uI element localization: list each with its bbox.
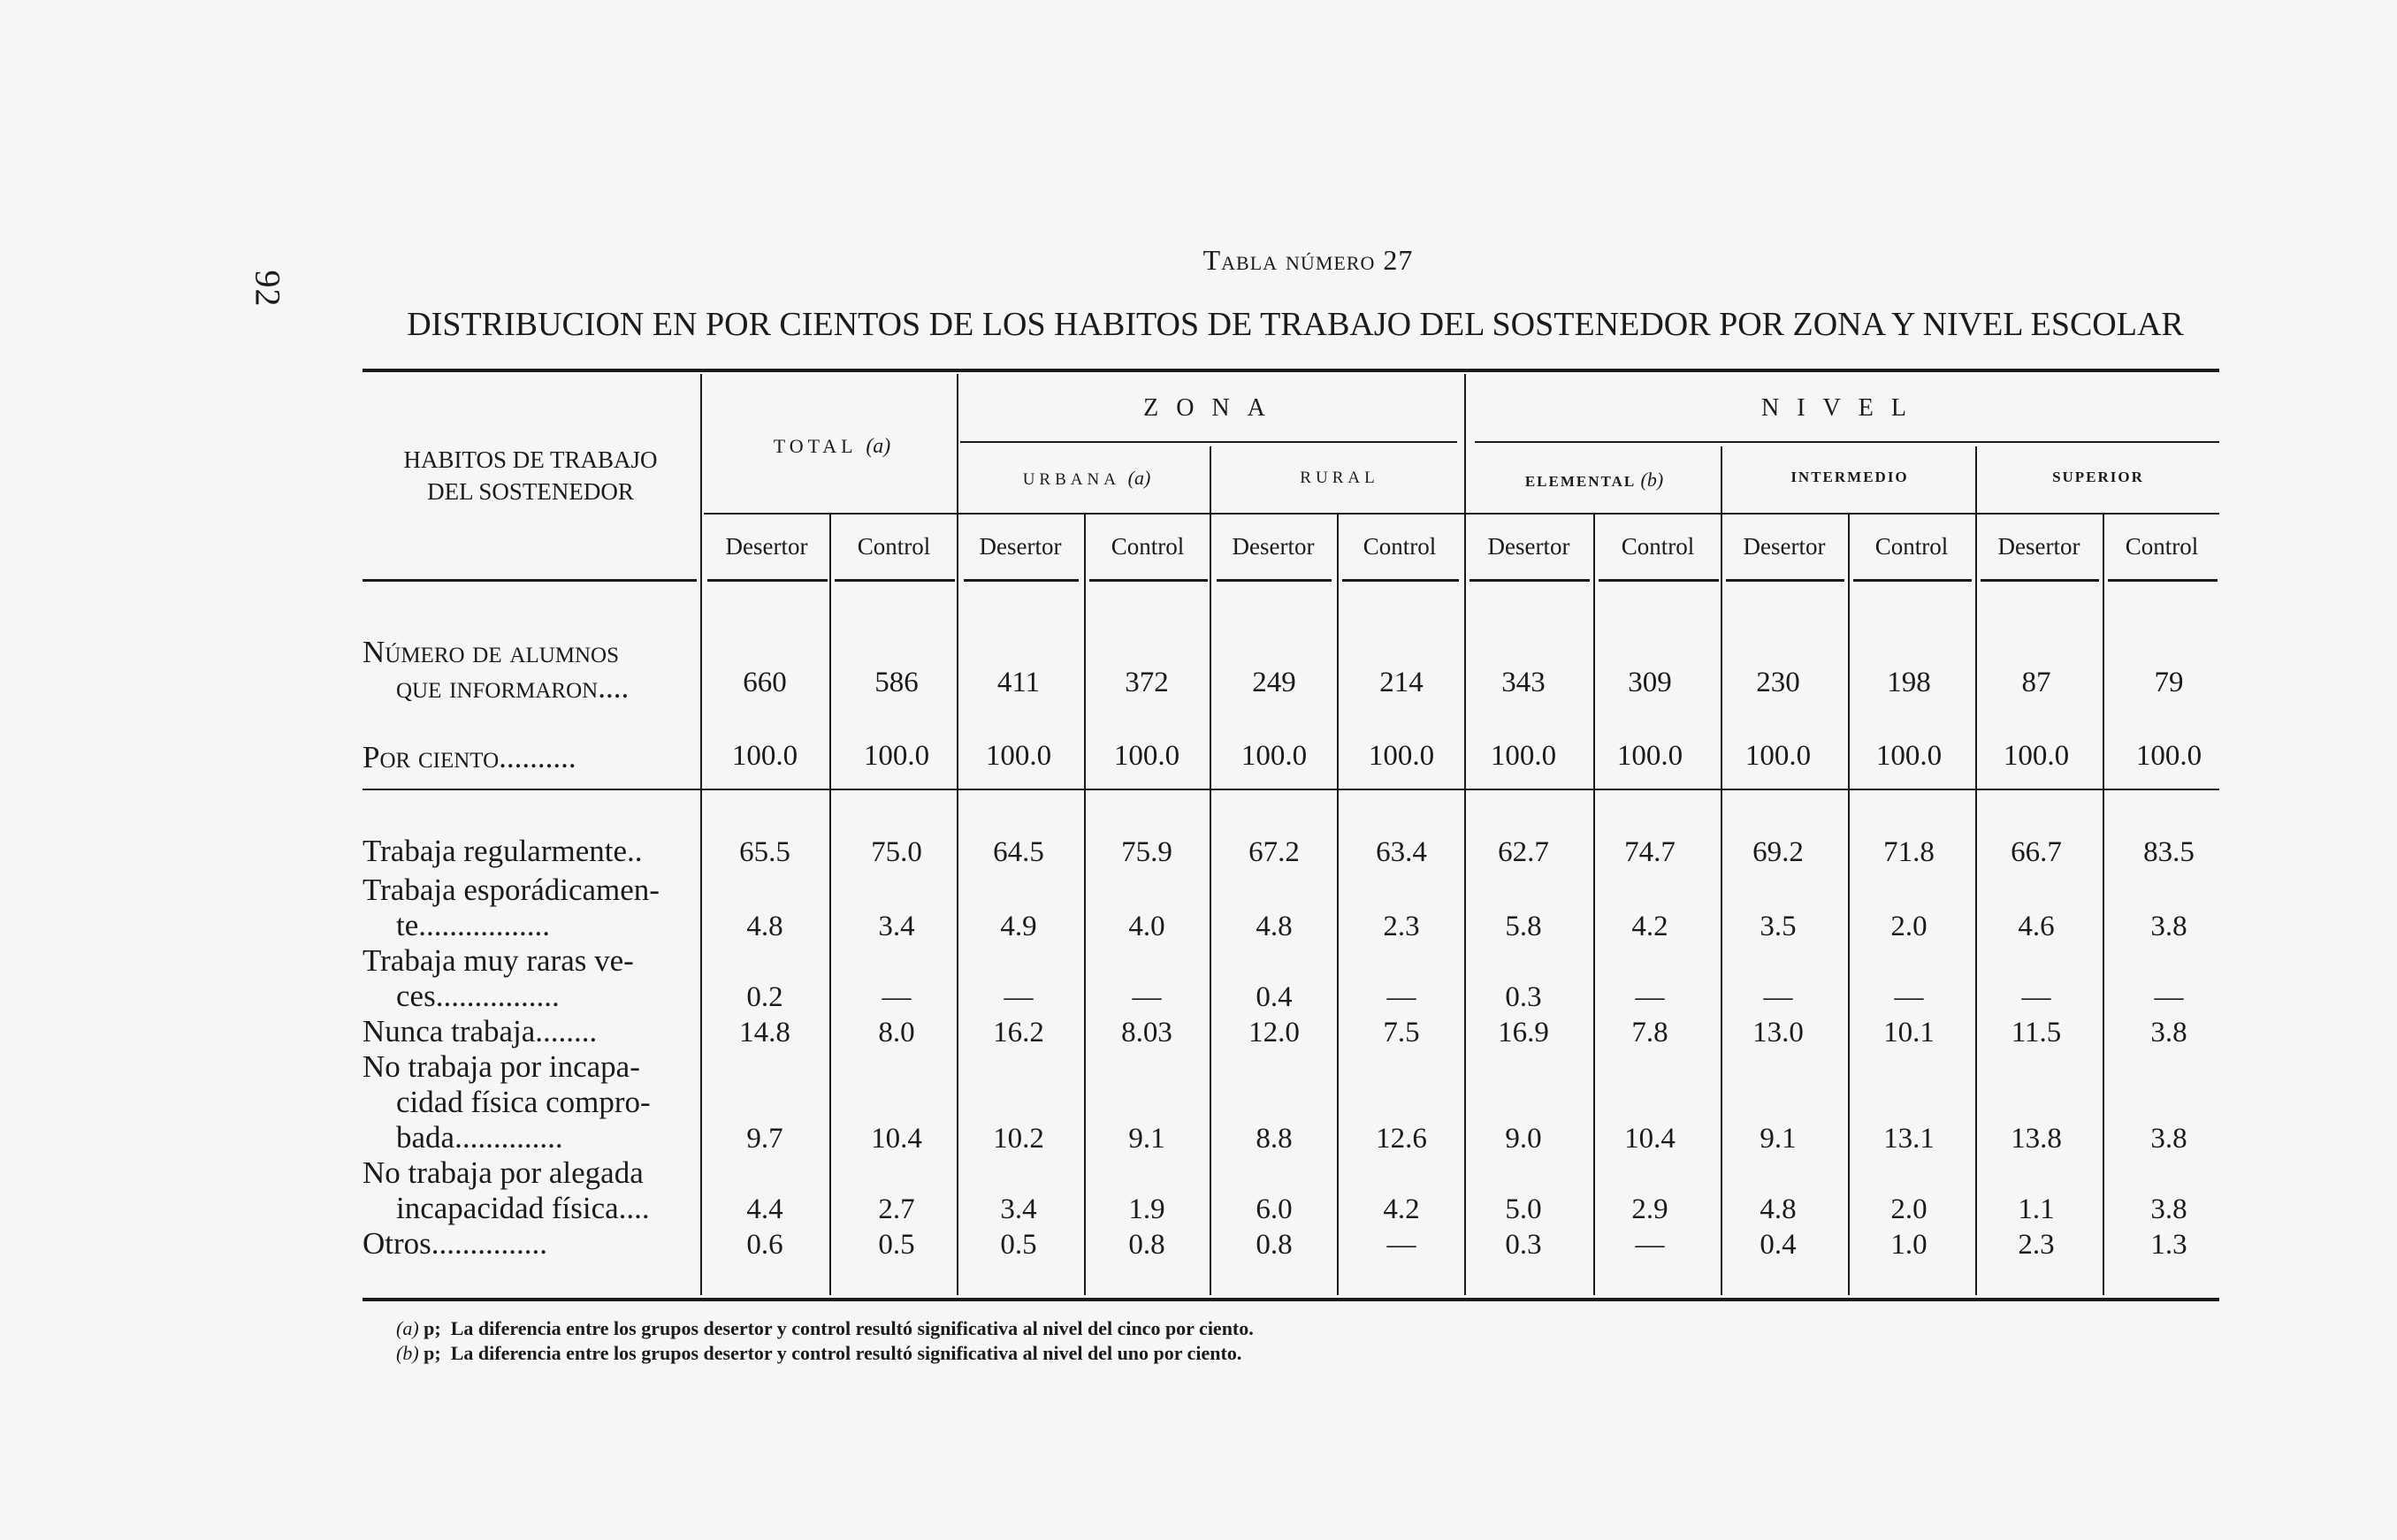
table-cell: 75.9 <box>1121 836 1172 868</box>
row-label: Trabaja regularmente.. <box>363 834 643 868</box>
table-cell: 16.2 <box>993 1017 1044 1048</box>
zona-header: ZONA <box>1143 394 1283 422</box>
column-header-rule <box>1981 579 2099 582</box>
row-label: cidad física compro- <box>396 1085 651 1119</box>
table-cell: 4.2 <box>1383 1193 1420 1225</box>
row-label: ces................ <box>396 979 560 1013</box>
rural-header: RURAL <box>1300 469 1379 487</box>
table-cell: 65.5 <box>739 836 790 868</box>
table-cell: 4.9 <box>1000 911 1037 942</box>
table-cell: 1.3 <box>2150 1229 2187 1261</box>
column-divider <box>700 374 702 1295</box>
table-cell: 66.7 <box>2011 836 2062 868</box>
table-cell: 10.4 <box>871 1123 922 1155</box>
column-divider <box>1593 515 1595 1295</box>
stub-alumnos: Número de alumnos que informaron.... <box>363 635 630 705</box>
table-cell: 13.8 <box>2011 1123 2062 1155</box>
control-col-header: Control <box>1111 533 1185 560</box>
stub-header-rule <box>363 579 697 582</box>
summary-cell: 372 <box>1125 667 1169 698</box>
table-cell: 9.7 <box>746 1123 783 1155</box>
table-cell: 4.6 <box>2018 911 2055 942</box>
column-divider <box>1975 446 1977 1295</box>
intermedio-header: INTERMEDIO <box>1790 469 1909 485</box>
summary-cell: 100.0 <box>2135 740 2202 772</box>
table-cell: 7.8 <box>1631 1017 1668 1048</box>
table-cell: 16.9 <box>1498 1017 1549 1048</box>
zona-underline <box>960 441 1457 443</box>
table-cell: 62.7 <box>1498 836 1549 868</box>
column-header-rule <box>2108 579 2218 582</box>
table-cell: — <box>1635 1229 1665 1261</box>
row-label: incapacidad física.... <box>396 1191 650 1225</box>
control-col-header: Control <box>857 533 931 560</box>
table-cell: 10.1 <box>1883 1017 1935 1048</box>
row-label: te................. <box>396 908 551 942</box>
row-label: Trabaja muy raras ve- <box>363 943 634 978</box>
table-label: Tabla número 27 <box>1202 244 1414 276</box>
column-divider <box>1084 515 1086 1295</box>
stub-por-ciento: Por ciento.......... <box>363 740 576 774</box>
column-divider <box>1464 374 1466 1295</box>
row-label: No trabaja por alegada <box>363 1155 644 1190</box>
desertor-col-header: Desertor <box>725 533 808 560</box>
table-cell: 0.2 <box>746 981 783 1013</box>
urbana-header: URBANA (a) <box>1022 467 1151 489</box>
summary-cell: 249 <box>1252 667 1296 698</box>
table-cell: — <box>1894 981 1924 1013</box>
table-cell: 3.8 <box>2150 1193 2187 1225</box>
summary-cell: 411 <box>996 667 1041 698</box>
table-cell: 6.0 <box>1256 1193 1293 1225</box>
row-label: No trabaja por incapa- <box>363 1049 640 1084</box>
table-cell: 4.8 <box>746 911 783 942</box>
table-cell: 9.1 <box>1760 1123 1797 1155</box>
table-cell: 2.3 <box>1383 911 1420 942</box>
table-cell: 0.5 <box>1000 1229 1037 1261</box>
table-cell: 0.3 <box>1505 1229 1542 1261</box>
elemental-header: ELEMENTAL (b) <box>1524 469 1664 491</box>
table-cell: 14.8 <box>739 1017 790 1048</box>
desertor-col-header: Desertor <box>1232 533 1315 560</box>
table-cell: 8.8 <box>1256 1123 1293 1155</box>
table-cell: 0.8 <box>1128 1229 1165 1261</box>
table-cell: 2.9 <box>1631 1193 1668 1225</box>
control-col-header: Control <box>1621 533 1695 560</box>
column-divider <box>2103 515 2104 1295</box>
summary-cell: 660 <box>743 667 787 698</box>
table-title: DISTRIBUCION EN POR CIENTOS DE LOS HABITOS DE TRABAJO DEL SOSTENEDOR POR ZONA Y NIVEL ESCOLAR <box>407 306 2184 343</box>
top-rule <box>363 369 2219 372</box>
table-cell: 8.03 <box>1121 1017 1172 1048</box>
summary-cell: 100.0 <box>731 740 798 772</box>
table-cell: 3.4 <box>1000 1193 1037 1225</box>
table-cell: — <box>1763 981 1793 1013</box>
table-cell: 0.8 <box>1256 1229 1293 1261</box>
column-header-rule <box>1599 579 1719 582</box>
column-header-rule <box>1217 579 1332 582</box>
column-divider <box>1210 446 1211 1295</box>
column-header-rule <box>1726 579 1844 582</box>
table-cell: 75.0 <box>871 836 922 868</box>
row-label: Trabaja esporádicamen- <box>363 873 660 907</box>
table-cell: — <box>2154 981 2184 1013</box>
bottom-rule <box>363 1298 2219 1301</box>
table-cell: 4.0 <box>1128 911 1165 942</box>
footnote-a: (a) p; La diferencia entre los grupos desertor y control resultó significativa al nivel del cinco por ciento. <box>396 1317 1254 1339</box>
table-cell: 71.8 <box>1883 836 1935 868</box>
column-header-rule <box>1089 579 1208 582</box>
table-cell: 9.1 <box>1128 1123 1165 1155</box>
table-cell: 3.8 <box>2150 1017 2187 1048</box>
column-divider <box>1721 446 1722 1295</box>
column-divider <box>1848 515 1850 1295</box>
summary-cell: 230 <box>1756 667 1800 698</box>
control-col-header: Control <box>1363 533 1437 560</box>
page-number: 92 <box>248 270 288 308</box>
stub-summary-rule <box>363 789 698 790</box>
total-header: TOTAL (a) <box>773 435 891 458</box>
control-col-header: Control <box>2125 533 2199 560</box>
table-cell: 9.0 <box>1505 1123 1542 1155</box>
summary-cell: 100.0 <box>1875 740 1943 772</box>
table-cell: 0.4 <box>1256 981 1293 1013</box>
column-header-rule <box>1342 579 1459 582</box>
superior-header: SUPERIOR <box>2052 469 2144 485</box>
table-cell: 3.4 <box>878 911 915 942</box>
desertor-col-header: Desertor <box>1997 533 2080 560</box>
table-cell: 0.6 <box>746 1229 783 1261</box>
table-cell: 4.2 <box>1631 911 1668 942</box>
summary-cell: 343 <box>1501 667 1546 698</box>
desertor-col-header: Desertor <box>1743 533 1826 560</box>
table-cell: 12.0 <box>1248 1017 1300 1048</box>
table-cell: 13.0 <box>1752 1017 1804 1048</box>
table-cell: 2.0 <box>1890 1193 1928 1225</box>
summary-cell: 100.0 <box>985 740 1052 772</box>
summary-cell: 100.0 <box>863 740 930 772</box>
column-header-rule <box>1853 579 1972 582</box>
table-cell: 69.2 <box>1752 836 1804 868</box>
table-cell: 2.3 <box>2018 1229 2055 1261</box>
subgroup-underline <box>704 513 2219 515</box>
table-cell: 2.7 <box>878 1193 915 1225</box>
table-cell: — <box>1386 1229 1416 1261</box>
table-cell: 0.3 <box>1505 981 1542 1013</box>
nivel-header: NIVEL <box>1761 394 1924 422</box>
table-cell: 74.7 <box>1624 836 1676 868</box>
column-header-rule <box>964 579 1079 582</box>
column-divider <box>957 374 958 1295</box>
table-cell: 12.6 <box>1376 1123 1427 1155</box>
table-cell: 3.8 <box>2150 1123 2187 1155</box>
table-cell: 5.0 <box>1505 1193 1542 1225</box>
table-cell: 7.5 <box>1383 1017 1420 1048</box>
table-cell: 5.8 <box>1505 911 1542 942</box>
row-label: Nunca trabaja........ <box>363 1014 598 1048</box>
table-cell: — <box>1132 981 1162 1013</box>
table-cell: 3.8 <box>2150 911 2187 942</box>
row-label: Otros............... <box>363 1226 548 1261</box>
summary-cell: 79 <box>2154 667 2184 698</box>
table-cell: 10.4 <box>1624 1123 1676 1155</box>
table-cell: 63.4 <box>1376 836 1427 868</box>
table-cell: 4.4 <box>746 1193 783 1225</box>
control-col-header: Control <box>1874 533 1949 560</box>
summary-cell: 100.0 <box>1490 740 1557 772</box>
table-cell: 2.0 <box>1890 911 1928 942</box>
column-header-rule <box>707 579 828 582</box>
table-cell: 1.9 <box>1128 1193 1165 1225</box>
column-divider <box>1337 515 1339 1295</box>
table-cell: 64.5 <box>993 836 1044 868</box>
table-cell: 0.4 <box>1760 1229 1797 1261</box>
table-cell: — <box>1386 981 1416 1013</box>
table-cell: 3.5 <box>1760 911 1797 942</box>
desertor-col-header: Desertor <box>1487 533 1570 560</box>
summary-cell: 100.0 <box>1744 740 1812 772</box>
table-cell: — <box>882 981 912 1013</box>
table-cell: 4.8 <box>1256 911 1293 942</box>
column-divider <box>829 515 831 1295</box>
summary-cell: 100.0 <box>1616 740 1683 772</box>
table-cell: — <box>1635 981 1665 1013</box>
table-cell: — <box>2021 981 2051 1013</box>
table-cell: 0.5 <box>878 1229 915 1261</box>
table-cell: 8.0 <box>878 1017 915 1048</box>
table-cell: 13.1 <box>1883 1123 1935 1155</box>
stub-header: HABITOS DE TRABAJO DEL SOSTENEDOR <box>403 446 658 505</box>
summary-cell: 100.0 <box>2003 740 2070 772</box>
summary-cell: 198 <box>1887 667 1931 698</box>
table-cell: 11.5 <box>2011 1017 2062 1048</box>
summary-cell: 100.0 <box>1368 740 1435 772</box>
summary-cell: 100.0 <box>1113 740 1180 772</box>
table-cell: 4.8 <box>1760 1193 1797 1225</box>
table-cell: — <box>1004 981 1034 1013</box>
table-cell: 83.5 <box>2143 836 2195 868</box>
row-label: bada.............. <box>396 1120 563 1155</box>
summary-cell: 586 <box>874 667 919 698</box>
table-cell: 1.0 <box>1890 1229 1928 1261</box>
summary-cell: 309 <box>1628 667 1672 698</box>
desertor-col-header: Desertor <box>979 533 1062 560</box>
column-header-rule <box>1469 579 1590 582</box>
column-header-rule <box>835 579 955 582</box>
summary-cell: 87 <box>2021 667 2051 698</box>
summary-cell: 100.0 <box>1240 740 1308 772</box>
table-cell: 67.2 <box>1248 836 1300 868</box>
summary-cell: 214 <box>1379 667 1424 698</box>
table-cell: 1.1 <box>2018 1193 2055 1225</box>
nivel-underline <box>1475 441 2219 443</box>
footnote-b: (b) p; La diferencia entre los grupos desertor y control resultó significativa al nivel del uno por ciento. <box>396 1342 1242 1364</box>
table-cell: 10.2 <box>993 1123 1044 1155</box>
